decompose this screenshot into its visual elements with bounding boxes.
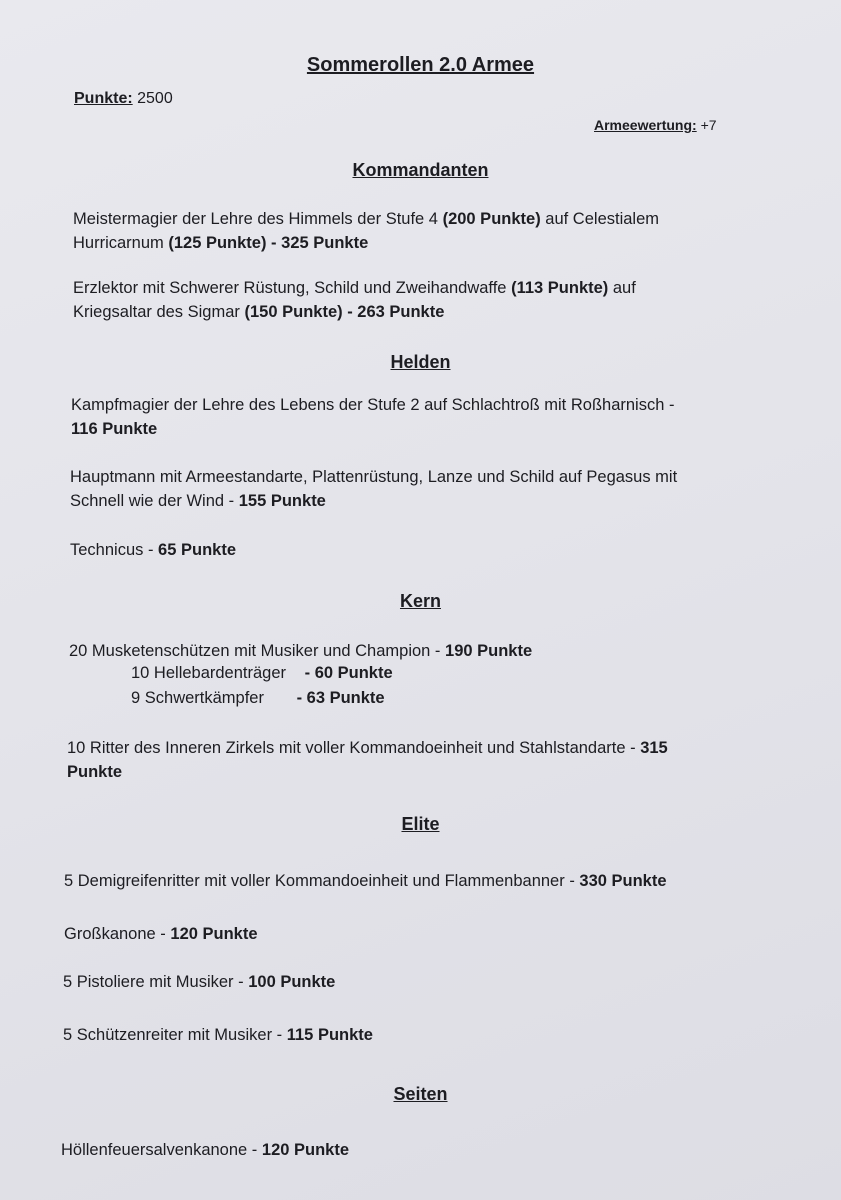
entry-text: auf — [608, 279, 636, 297]
entry-text: Großkanone - — [64, 925, 171, 943]
entry-text: 20 Musketenschützen mit Musiker und Champion - — [69, 642, 446, 660]
entry-line: Hauptmann mit Armeestandarte, Plattenrüstung, Lanze und Schild auf Pegasus mit — [70, 468, 678, 486]
entry-schuetzenreiter — [63, 1023, 373, 1047]
entry-text: Erzlektor mit Schwerer Rüstung, Schild und Zweihandwaffe — [73, 279, 512, 297]
entry-points: 155 Punkte — [238, 492, 326, 510]
entry-points: 65 Punkte — [158, 541, 236, 559]
section-heading-kern: Kern — [399, 591, 441, 611]
entry-line — [73, 207, 659, 231]
entry-text: Höllenfeuersalvenkanone - — [61, 1141, 262, 1159]
entry-text: Hurricarnum — [73, 234, 169, 252]
entry-text: 5 Pistoliere mit Musiker - — [63, 973, 249, 991]
entry-line — [73, 276, 636, 300]
entry-line — [73, 231, 659, 255]
entry-hauptmann — [70, 465, 677, 513]
entry-hellebardentraeger — [131, 664, 393, 683]
entry-text: 5 Demigreifenritter mit voller Kommandoeinheit und Flammenbanner - — [64, 872, 580, 890]
entry-text: Technicus - — [70, 541, 159, 559]
army-rating-value: +7 — [700, 117, 717, 133]
entry-grosskanone — [64, 922, 258, 946]
entry-kampfmagier — [71, 393, 674, 441]
entry-text: Kriegsaltar des Sigmar — [73, 303, 245, 321]
entry-erzlektor — [73, 276, 636, 324]
entry-points: Punkte — [67, 763, 123, 781]
entry-technicus — [70, 538, 236, 562]
entry-text: 9 Schwertkämpfer — [131, 689, 264, 707]
entry-points: 190 Punkte — [445, 642, 533, 660]
entry-text: auf Celestialem — [540, 210, 660, 228]
entry-points: - 60 Punkte — [304, 664, 393, 682]
entry-text: 5 Schützenreiter mit Musiker - — [63, 1026, 287, 1044]
entry-musketenschuetzen — [69, 639, 532, 663]
entry-ritter-inneren-zirkels — [67, 736, 668, 784]
page-title: Sommerollen 2.0 Armee — [306, 54, 535, 76]
entry-hoellenfeuersalvenkanone — [61, 1138, 349, 1162]
entry-points: 100 Punkte — [248, 973, 336, 991]
entry-line — [73, 300, 636, 324]
entry-points: 120 Punkte — [261, 1141, 350, 1159]
entry-points: 120 Punkte — [170, 925, 258, 943]
entry-demigreifenritter — [64, 869, 667, 893]
points-label: Punkte: — [74, 90, 133, 107]
entry-points: - 63 Punkte — [296, 689, 385, 707]
points-line — [74, 90, 173, 108]
entry-schwertkaempfer — [131, 689, 385, 708]
entry-points: (125 Punkte) - 325 Punkte — [168, 234, 369, 252]
entry-text: Schnell wie der Wind - — [70, 492, 239, 510]
army-rating-label: Armeewertung: — [594, 117, 697, 133]
section-heading-seiten: Seiten — [393, 1084, 448, 1104]
entry-line — [67, 736, 668, 760]
entry-points: (150 Punkte) - 263 Punkte — [244, 303, 445, 321]
entry-points: 330 Punkte — [579, 872, 667, 890]
entry-text: 10 Hellebardenträger — [131, 664, 287, 682]
entry-points: (113 Punkte) — [511, 279, 609, 297]
points-value: 2500 — [137, 90, 173, 107]
entry-points: 115 Punkte — [286, 1026, 373, 1044]
army-rating-line — [594, 117, 717, 133]
section-heading-kommandanten: Kommandanten — [352, 160, 489, 180]
section-heading-elite: Elite — [401, 814, 440, 834]
entry-points: 116 Punkte — [71, 420, 158, 438]
entry-points: (200 Punkte) — [442, 210, 541, 228]
entry-text: 10 Ritter des Inneren Zirkels mit voller Kommandoeinheit und Stahlstandarte - — [67, 739, 641, 757]
entry-line — [70, 489, 677, 513]
entry-line: Kampfmagier der Lehre des Lebens der Stufe 2 auf Schlachtroß mit Roßharnisch - — [71, 396, 675, 414]
section-heading-helden: Helden — [390, 352, 451, 372]
entry-text: Meistermagier der Lehre des Himmels der Stufe 4 — [73, 210, 443, 228]
entry-pistoliere — [63, 970, 335, 994]
entry-points: 315 — [640, 739, 668, 757]
entry-meistermagier — [73, 207, 659, 255]
